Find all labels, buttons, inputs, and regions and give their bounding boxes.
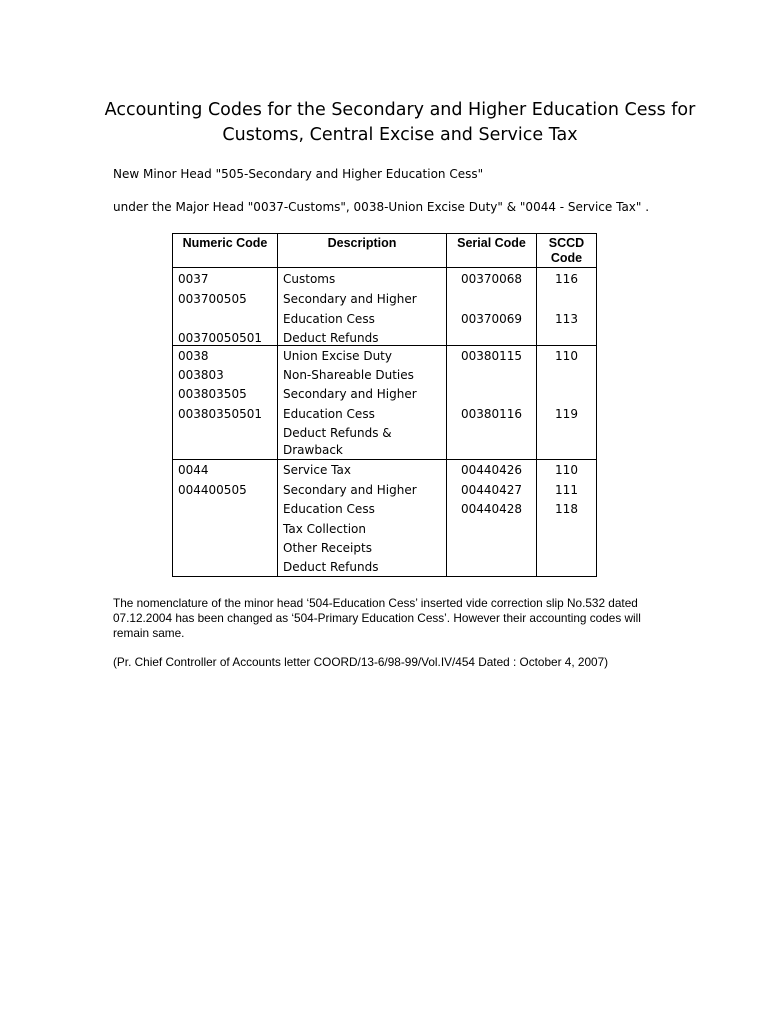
sccd-code: 110 bbox=[555, 349, 578, 363]
description-text: Drawback bbox=[283, 443, 343, 457]
description-text: Secondary and Higher bbox=[283, 292, 417, 306]
description-text: Service Tax bbox=[283, 463, 351, 477]
numeric-code: 00370050501 bbox=[178, 331, 262, 345]
description-text: Union Excise Duty bbox=[283, 349, 392, 363]
table-row-service-tax bbox=[173, 460, 597, 577]
numeric-code-cell bbox=[173, 460, 278, 577]
numeric-code: 004400505 bbox=[178, 483, 247, 497]
serial-code-cell bbox=[447, 268, 537, 346]
description-text: Non-Shareable Duties bbox=[283, 368, 414, 382]
serial-code-cell bbox=[447, 460, 537, 577]
reference-paragraph: (Pr. Chief Controller of Accounts letter COORD/13-6/98-99/Vol.IV/454 Dated : October 4, 2007) bbox=[113, 655, 609, 669]
sccd-code: 113 bbox=[555, 312, 578, 326]
description-text: Education Cess bbox=[283, 312, 375, 326]
numeric-code: 0037 bbox=[178, 272, 209, 286]
header-serial-code: Serial Code bbox=[447, 234, 537, 268]
description-text: Secondary and Higher bbox=[283, 483, 417, 497]
header-sccd-code bbox=[537, 234, 597, 268]
accounting-codes-table bbox=[172, 233, 597, 577]
numeric-code: 0038 bbox=[178, 349, 209, 363]
numeric-code: 0044 bbox=[178, 463, 209, 477]
serial-code: 00380116 bbox=[460, 407, 523, 421]
numeric-code: 003803505 bbox=[178, 387, 247, 401]
header-description: Description bbox=[278, 234, 447, 268]
title-line-2: Customs, Central Excise and Service Tax bbox=[222, 125, 578, 145]
sccd-code: 119 bbox=[555, 407, 578, 421]
nomenclature-paragraph: The nomenclature of the minor head ‘504-Education Cess’ inserted vide correction slip No.532 dated 07.12.2004 has been changed as ‘504-Primary Education Cess’. However their accounting codes will remain same. bbox=[113, 596, 641, 640]
description-text: Tax Collection bbox=[283, 522, 366, 536]
document-title bbox=[80, 98, 720, 148]
description-cell bbox=[278, 268, 447, 346]
description-text: Deduct Refunds bbox=[283, 560, 379, 574]
description-cell bbox=[278, 346, 447, 460]
description-text: Education Cess bbox=[283, 407, 375, 421]
description-text: Deduct Refunds & bbox=[283, 426, 392, 440]
description-text: Secondary and Higher bbox=[283, 387, 417, 401]
serial-code: 00440427 bbox=[460, 483, 523, 497]
serial-code: 00380115 bbox=[460, 349, 523, 363]
header-numeric-code: Numeric Code bbox=[173, 234, 278, 268]
table-row-customs bbox=[173, 268, 597, 346]
header-sccd-text: SCCD Code bbox=[548, 236, 585, 265]
serial-code: 00440428 bbox=[460, 502, 523, 516]
description-text: Education Cess bbox=[283, 502, 375, 516]
numeric-code-cell bbox=[173, 268, 278, 346]
sccd-code-cell bbox=[537, 268, 597, 346]
table-row-union-excise bbox=[173, 346, 597, 460]
sccd-code: 111 bbox=[555, 483, 578, 497]
sccd-code-cell bbox=[537, 346, 597, 460]
description-text: Deduct Refunds bbox=[283, 331, 379, 345]
serial-code: 00440426 bbox=[460, 463, 523, 477]
description-text: Other Receipts bbox=[283, 541, 372, 555]
sccd-code: 110 bbox=[555, 463, 578, 477]
title-line-1: Accounting Codes for the Secondary and Higher Education Cess for bbox=[104, 100, 696, 120]
numeric-code: 003803 bbox=[178, 368, 224, 382]
intro-line-1: New Minor Head "505-Secondary and Higher Education Cess" bbox=[113, 167, 484, 181]
serial-code-cell bbox=[447, 346, 537, 460]
sccd-code: 118 bbox=[555, 502, 578, 516]
serial-code: 00370068 bbox=[460, 272, 523, 286]
sccd-code: 116 bbox=[555, 272, 578, 286]
sccd-code-cell bbox=[537, 460, 597, 577]
intro-line-2: under the Major Head "0037-Customs", 0038-Union Excise Duty" & "0044 - Service Tax" . bbox=[113, 200, 650, 214]
description-cell bbox=[278, 460, 447, 577]
numeric-code-cell bbox=[173, 346, 278, 460]
serial-code: 00370069 bbox=[460, 312, 523, 326]
numeric-code: 00380350501 bbox=[178, 407, 262, 421]
table-header-row bbox=[173, 234, 597, 268]
numeric-code: 003700505 bbox=[178, 292, 247, 306]
description-text: Customs bbox=[283, 272, 336, 286]
